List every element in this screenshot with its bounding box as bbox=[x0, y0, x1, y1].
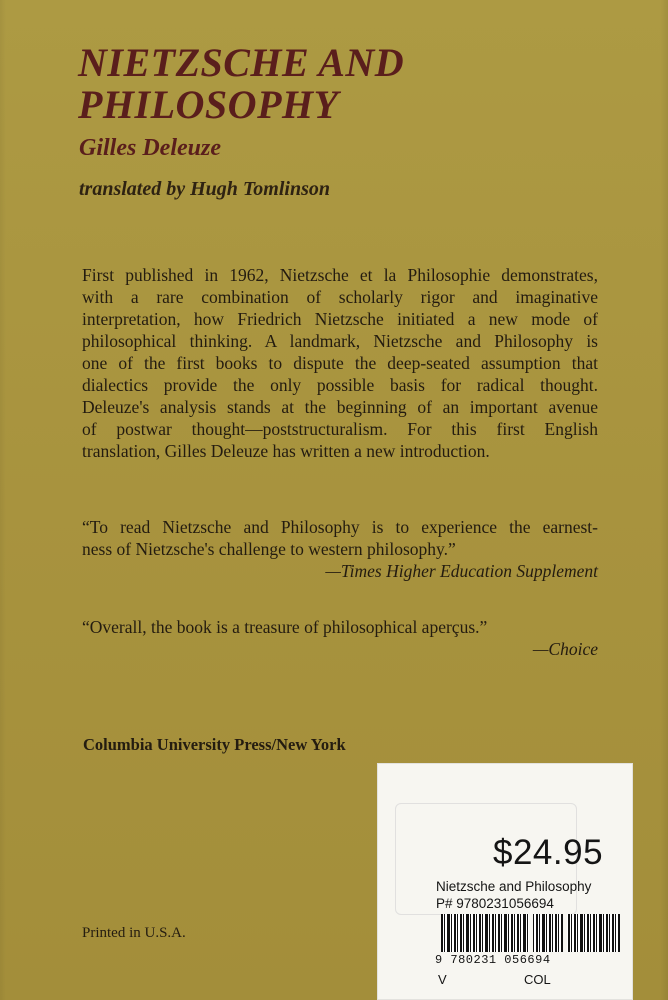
description-line: Deleuze's analysis stands at the beginning of an important avenue bbox=[82, 397, 598, 417]
description-line: translation, Gilles Deleuze has written a new introduction. bbox=[82, 441, 490, 461]
sticker-left-code: V bbox=[438, 972, 447, 987]
sticker-right-code: COL bbox=[524, 972, 551, 987]
description-line: one of the first books to dispute the deep-seated assumption that bbox=[82, 353, 598, 373]
barcode-image bbox=[441, 914, 620, 952]
description-line: philosophical thinking. A landmark, Nietzsche and Philosophy is bbox=[82, 331, 598, 351]
book-title bbox=[78, 42, 404, 126]
price-sticker bbox=[377, 763, 633, 1000]
barcode-number: 9 780231 056694 bbox=[435, 953, 551, 967]
publisher-imprint: Columbia University Press/New York bbox=[83, 735, 346, 754]
description-line: interpretation, how Friedrich Nietzsche initiated a new mode of bbox=[82, 309, 598, 329]
printed-in: Printed in U.S.A. bbox=[82, 925, 186, 941]
description-line: dialectics provide the only possible basis for radical thought. bbox=[82, 375, 598, 395]
author-name: Gilles Deleuze bbox=[79, 135, 221, 161]
description-line: First published in 1962, Nietzsche et la Philosophie demonstrates, bbox=[82, 265, 598, 285]
price-label: $24.95 bbox=[493, 833, 604, 872]
sticker-sku: P# 9780231056694 bbox=[436, 896, 554, 911]
sticker-title: Nietzsche and Philosophy bbox=[436, 879, 592, 894]
description-line: of postwar thought—poststructuralism. For this first English bbox=[82, 419, 598, 439]
quote-line: ness of Nietzsche's challenge to western philosophy.” bbox=[82, 539, 456, 559]
review-quote bbox=[82, 516, 598, 582]
title-line: PHILOSOPHY bbox=[78, 82, 339, 127]
quote-source: —Times Higher Education Supplement bbox=[325, 561, 598, 581]
quote-line: “Overall, the book is a treasure of philosophical aperçus.” bbox=[82, 617, 488, 637]
book-description bbox=[82, 264, 598, 462]
quote-line: “To read Nietzsche and Philosophy is to experience the earnest- bbox=[82, 517, 598, 537]
description-line: with a rare combination of scholarly rigor and imaginative bbox=[82, 287, 598, 307]
quote-source: —Choice bbox=[532, 639, 598, 659]
translator-credit: translated by Hugh Tomlinson bbox=[79, 178, 330, 200]
review-quote bbox=[82, 616, 598, 660]
title-line: NIETZSCHE AND bbox=[78, 40, 405, 85]
